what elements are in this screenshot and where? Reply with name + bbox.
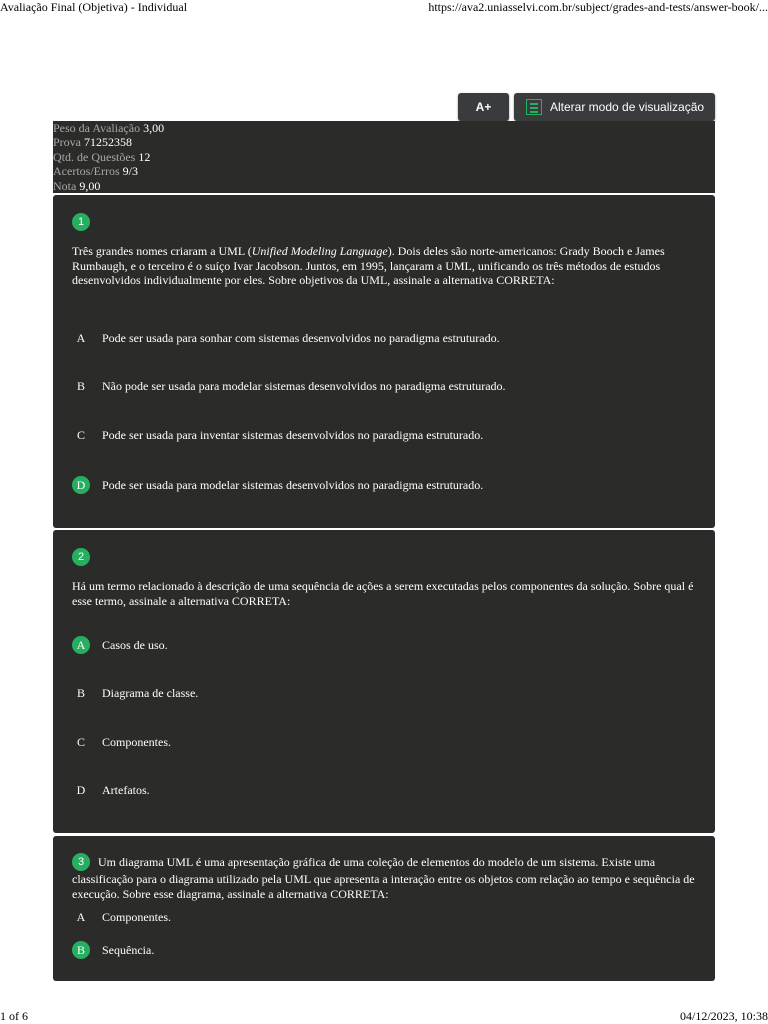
question-card-3 [53, 836, 715, 981]
question-text-part: Um diagrama UML é uma apresentação gráfica de uma coleção de elementos do modelo de um sistema. Existe uma classificação para o diagrama utilizado pela UML que apresenta a interação entre os objetos com relação ao tempo e sequência de execução. Sobre esse diagrama, assinale a alternativa CORRETA: [72, 854, 695, 901]
increase-font-button[interactable] [458, 93, 509, 121]
option-a[interactable] [72, 636, 701, 654]
option-a[interactable] [72, 329, 701, 347]
info-nota-value: 9,00 [79, 178, 101, 193]
option-d[interactable] [72, 781, 701, 799]
change-view-mode-label: Alterar modo de visualização [550, 100, 705, 114]
question-text [72, 854, 701, 901]
option-text: Pode ser usada para modelar sistemas desenvolvidos no paradigma estruturado. [102, 477, 484, 492]
info-nota-label: Nota [53, 178, 77, 193]
question-text-italic: Unified Modeling Language [251, 244, 388, 258]
info-acertos-value: 9/3 [122, 164, 138, 179]
option-letter-correct: A [72, 636, 90, 654]
option-letter: C [76, 734, 85, 749]
question-text: Há um termo relacionado à descrição de uma sequência de ações a serem executadas pelos componentes da solução. Sobre qual é esse termo, assinale a alternativa CORRETA: [72, 579, 694, 608]
question-number-badge: 3 [72, 853, 90, 871]
info-qtd-value: 12 [138, 149, 151, 164]
option-letter-correct: D [72, 476, 90, 494]
info-nota [53, 179, 715, 193]
option-letter: A [76, 330, 86, 345]
change-view-mode-button[interactable] [514, 93, 715, 121]
question-text-part: ). Dois deles são norte-americanos: Grady Booch e James Rumbaugh, e o terceiro é o suíço Ivar Jacobson. Juntos, em 1995, lançaram a UML, unificando os três métodos de estudos desenvolvidos individualmente por eles. Sobre objetivos da UML, assinale a alternativa CORRETA: [72, 244, 665, 287]
assessment-info-panel [53, 121, 715, 193]
info-prova [53, 135, 715, 149]
print-page-number: 1 of 6 [0, 1009, 28, 1023]
option-text: Pode ser usada para sonhar com sistemas desenvolvidos no paradigma estruturado. [102, 330, 500, 345]
option-letter: C [76, 427, 85, 442]
option-letter: D [76, 782, 86, 797]
option-text: Pode ser usada para inventar sistemas desenvolvidos no paradigma estruturado. [102, 427, 484, 442]
info-qtd [53, 150, 715, 164]
question-text-part: Três grandes nomes criaram a UML ( [72, 244, 252, 258]
option-b[interactable] [72, 684, 701, 702]
option-letter: B [76, 685, 85, 700]
option-letter: A [76, 909, 86, 924]
option-text: Casos de uso. [102, 637, 168, 652]
info-peso [53, 121, 715, 135]
print-datetime: 04/12/2023, 10:38 [679, 1009, 768, 1023]
option-c[interactable] [72, 733, 701, 751]
question-number-badge: 2 [72, 548, 90, 566]
question-text [72, 244, 701, 288]
option-b[interactable] [72, 941, 701, 959]
info-acertos-label: Acertos/Erros [53, 164, 120, 179]
question-card-1 [53, 195, 715, 528]
info-qtd-label: Qtd. de Questões [53, 149, 136, 164]
info-peso-label: Peso da Avaliação [53, 121, 141, 135]
question-card-2 [53, 530, 715, 833]
info-prova-label: Prova [53, 135, 81, 150]
option-letter-correct: B [72, 941, 90, 959]
option-d[interactable] [72, 476, 701, 494]
option-text: Componentes. [102, 909, 171, 924]
question-number-badge: 1 [72, 213, 90, 231]
info-peso-value: 3,00 [143, 121, 165, 135]
info-acertos [53, 164, 715, 178]
option-text: Diagrama de classe. [102, 685, 199, 700]
print-page-title: Avaliação Final (Objetiva) - Individual [0, 0, 188, 14]
increase-font-label: A+ [475, 100, 492, 114]
option-c[interactable] [72, 426, 701, 444]
option-text: Componentes. [102, 734, 171, 749]
info-prova-value: 71252358 [84, 135, 132, 150]
option-text: Não pode ser usada para modelar sistemas desenvolvidos no paradigma estruturado. [102, 378, 506, 393]
option-a[interactable] [72, 908, 701, 926]
option-letter: B [76, 378, 85, 393]
option-text: Sequência. [102, 942, 155, 957]
print-url: https://ava2.uniasselvi.com.br/subject/grades-and-tests/answer-book/... [428, 0, 768, 14]
option-b[interactable] [72, 377, 701, 395]
list-view-icon [526, 99, 542, 115]
option-text: Artefatos. [102, 782, 150, 797]
